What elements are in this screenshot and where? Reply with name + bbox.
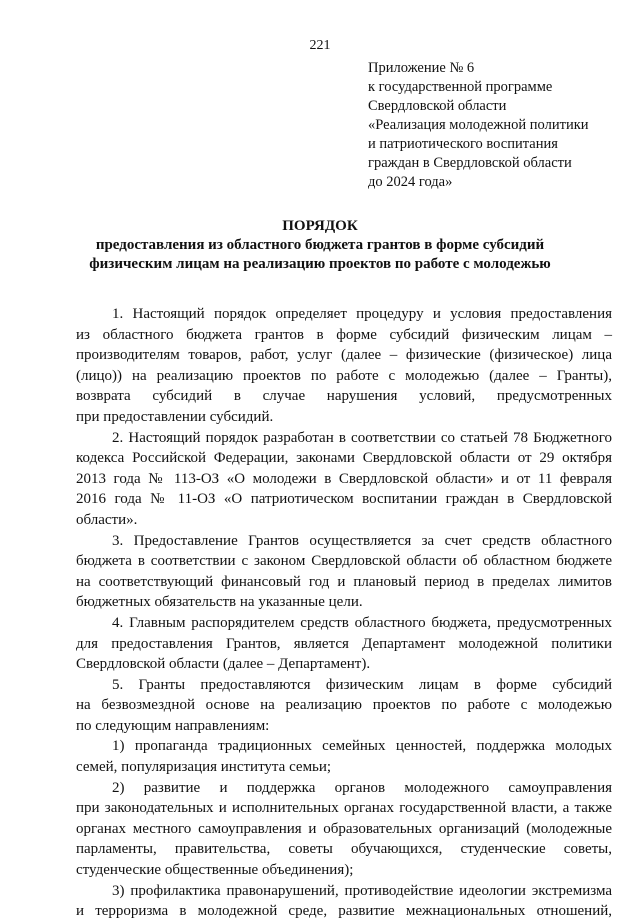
body-line: кодекса Российской Федерации, законами Свердловской области от 29 октября (76, 450, 612, 467)
body-line: парламенты, правительства, советы обучающихся, студенческие советы, (76, 841, 612, 858)
appendix-line: Приложение № 6 (368, 60, 475, 76)
body-line: (лицо)) на реализацию проектов по работе с молодежью (далее – Гранты), (76, 367, 612, 384)
body-line: 2) развитие и поддержка органов молодежного самоуправления (112, 779, 612, 796)
appendix-line: к государственной программе (368, 79, 553, 95)
body-line: 2. Настоящий порядок разработан в соответствии со статьей 78 Бюджетного (112, 429, 612, 446)
appendix-line: граждан в Свердловской области (368, 155, 572, 171)
body-line: 4. Главным распорядителем средств областного бюджета, предусмотренных (112, 614, 612, 631)
title-heading: ПОРЯДОК (282, 218, 358, 234)
body-line: 3) профилактика правонарушений, противодействие идеологии экстремизма (112, 882, 612, 899)
body-line: на безвозмездной основе на реализацию проектов по работе с молодежью (76, 697, 612, 714)
title-subtitle-line: предоставления из областного бюджета грантов в форме субсидий (95, 237, 545, 253)
appendix-line: до 2024 года» (368, 174, 453, 190)
title-subtitle-line: физическим лицам на реализацию проектов по работе с молодежью (89, 256, 551, 272)
body-line: из областного бюджета грантов в форме субсидий физическим лицам – (76, 326, 612, 343)
body-line: для предоставления Грантов, является Департамент молодежной политики (76, 635, 612, 652)
body-line: 3. Предоставление Грантов осуществляется за счет средств областного (112, 532, 612, 549)
body-line: студенческие общественные объединения); (76, 862, 354, 879)
appendix-line: и патриотического воспитания (368, 136, 558, 152)
body-line: возврата субсидий в случае нарушения условий, предусмотренных (76, 388, 612, 405)
body-line: органах местного самоуправления и образовательных организаций (молодежные (76, 820, 612, 837)
appendix-line: Свердловской области (368, 98, 507, 114)
body-line: бюджетных обязательств на указанные цели. (76, 594, 363, 611)
body-line: на соответствующий финансовый год и плановый период в пределах лимитов (76, 573, 612, 590)
body-line: 5. Гранты предоставляются физическим лицам в форме субсидий (112, 676, 612, 693)
body-line: семей, популяризация института семьи; (76, 759, 332, 776)
document-body (76, 304, 612, 922)
body-line: области». (76, 511, 138, 528)
appendix-line: «Реализация молодежной политики (368, 117, 589, 133)
body-line: 1) пропаганда традиционных семейных ценностей, поддержка молодых (112, 738, 612, 755)
body-line: при предоставлении субсидий. (76, 408, 274, 425)
body-line: Свердловской области (далее – Департамент). (76, 656, 371, 673)
body-line: 2013 года № 113-ОЗ «О молодежи в Свердловской области» и от 11 февраля (76, 470, 612, 487)
body-line: и терроризма в молодежной среде, развитие межнациональных отношений, (76, 903, 612, 920)
page-number: 221 (309, 38, 331, 53)
body-line: бюджета в соответствии с законом Свердловской области об областном бюджете (76, 553, 612, 570)
body-line: производителям товаров, работ, услуг (далее – физические (физическое) лица (76, 347, 612, 364)
body-line: 1. Настоящий порядок определяет процедуру и условия предоставления (112, 306, 612, 322)
body-line: при законодательных и исполнительных органах государственной власти, а также (76, 800, 612, 817)
appendix-block (368, 59, 628, 192)
body-line: по следующим направлениям: (76, 717, 270, 734)
document-title (0, 217, 640, 274)
body-line: 2016 года № 11-ОЗ «О патриотическом воспитании граждан в Свердловской (76, 491, 612, 508)
